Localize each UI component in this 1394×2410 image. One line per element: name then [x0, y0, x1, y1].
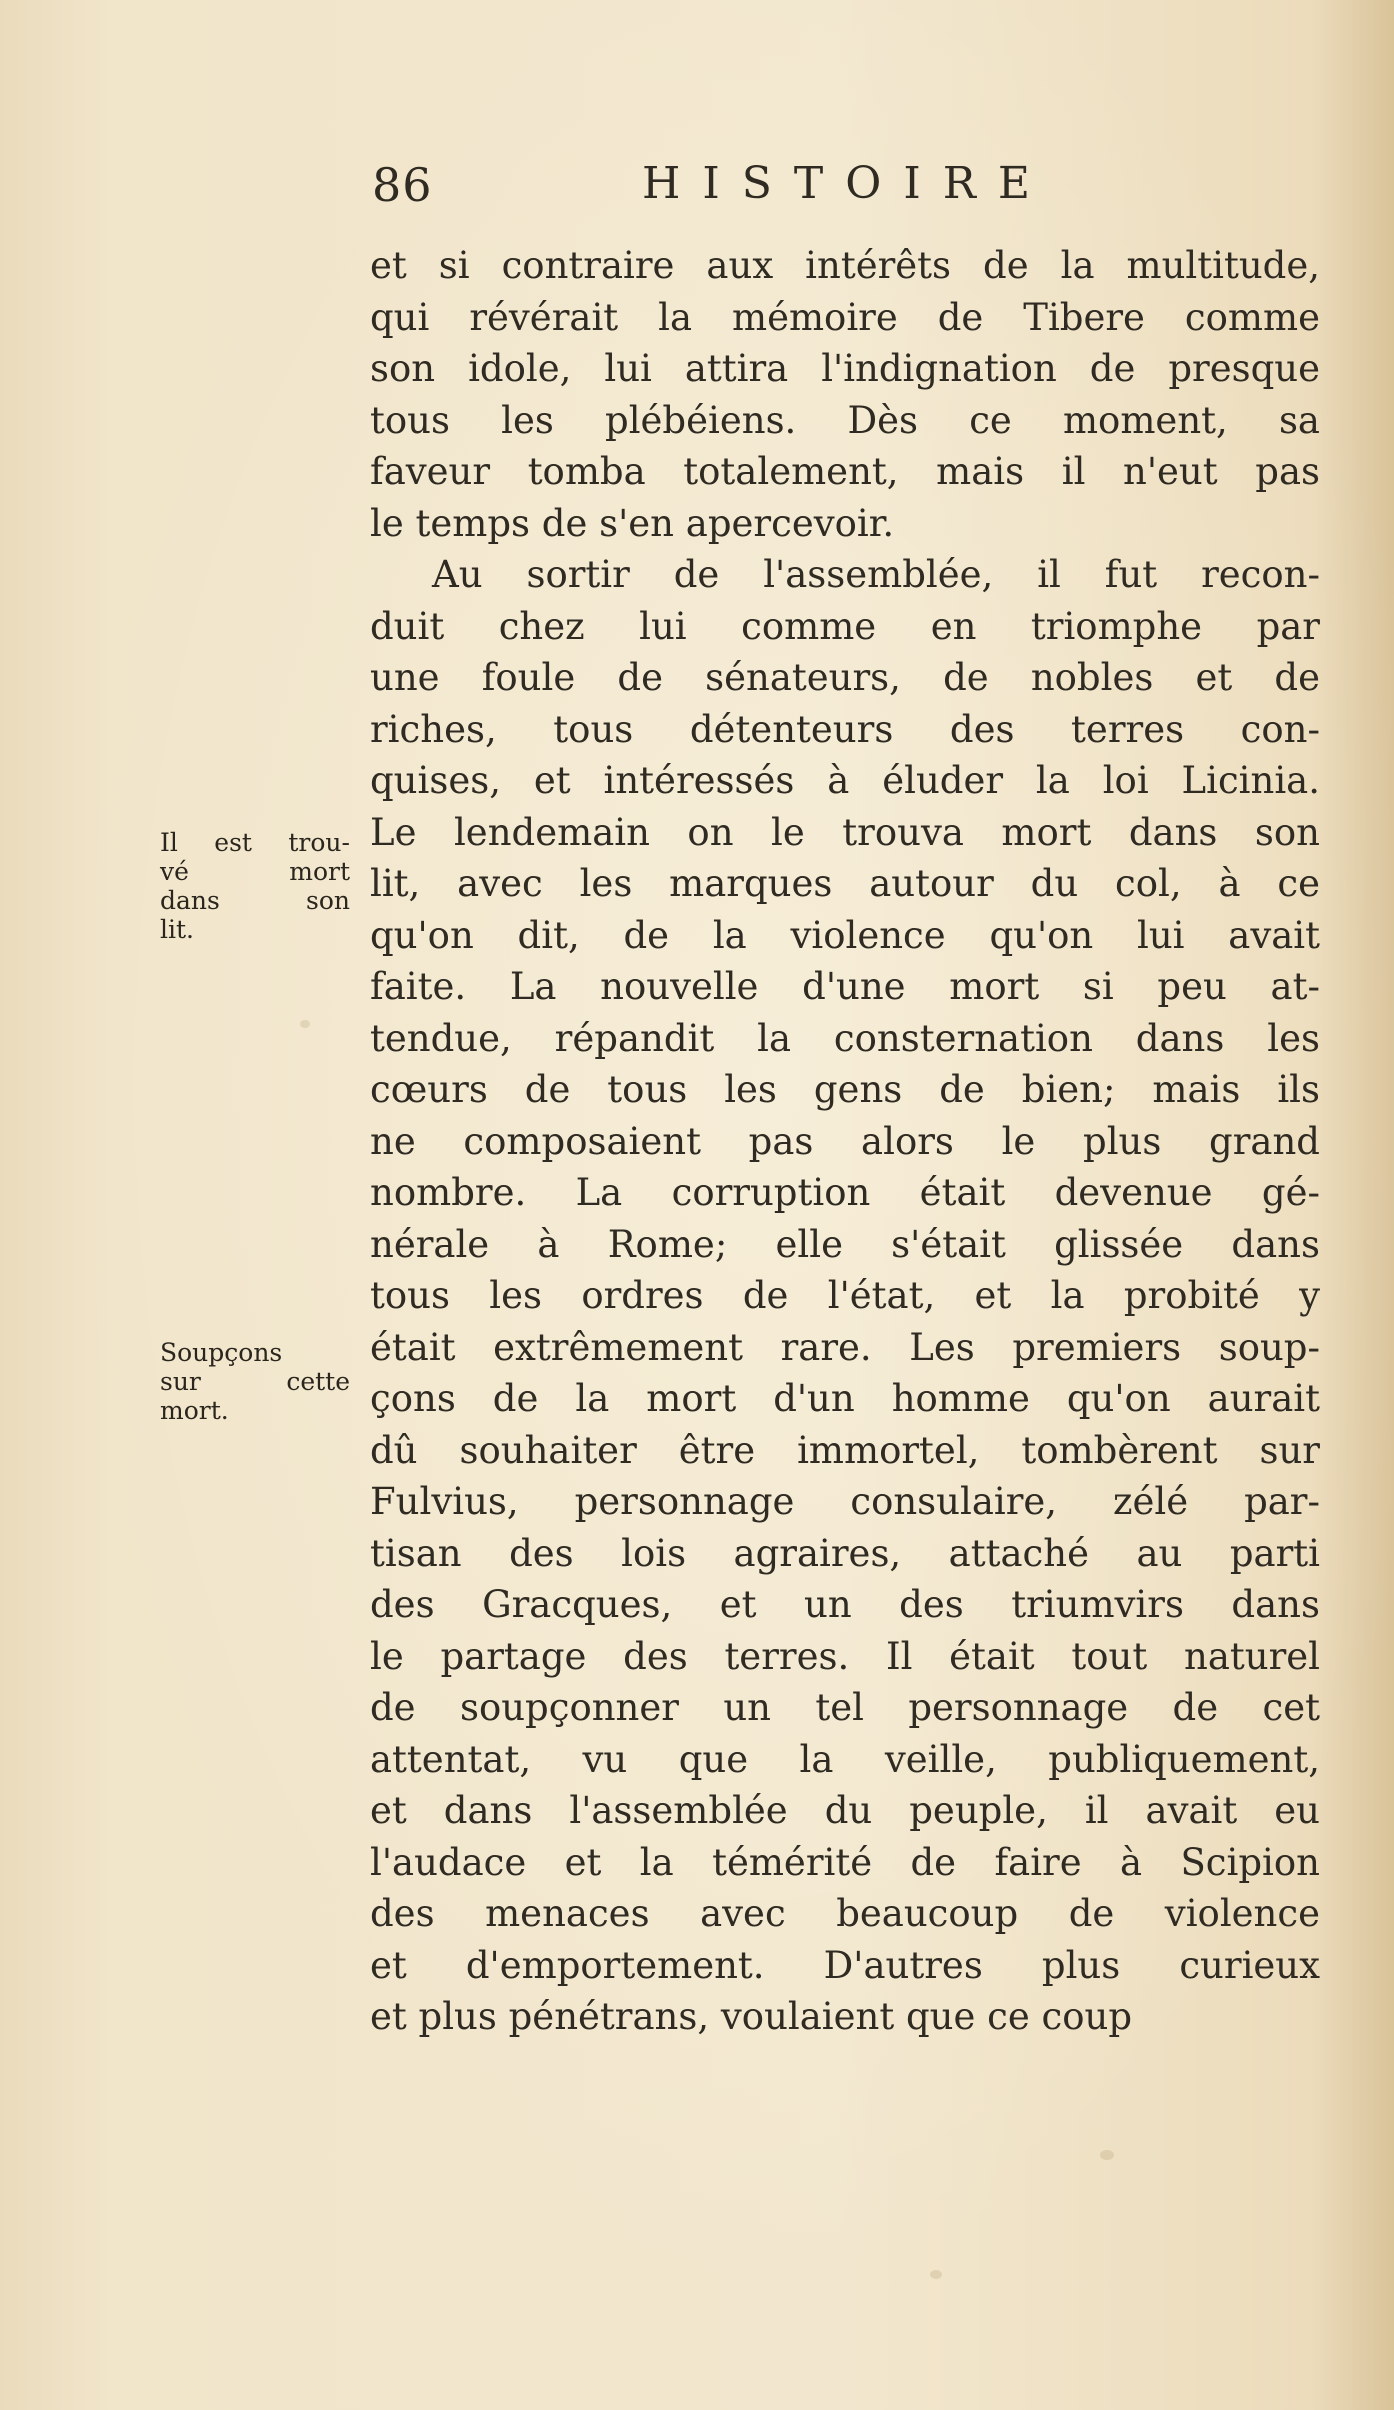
- margin-note-death: [160, 828, 350, 944]
- margin-note-line: mort.: [160, 1396, 229, 1425]
- text-line: tous les ordres de l'état, et la probité y: [370, 1274, 1320, 1317]
- text-line: çons de la mort d'un homme qu'on aurait: [370, 1377, 1320, 1420]
- text-line: nombre. La corruption était devenue gé-: [370, 1171, 1320, 1214]
- text-line: une foule de sénateurs, de nobles et de: [370, 656, 1320, 699]
- paragraph: [370, 549, 1320, 2043]
- text-line: et si contraire aux intérêts de la multitude,: [370, 244, 1320, 287]
- margin-note-line: Soupçons: [160, 1338, 283, 1367]
- text-line: et plus pénétrans, voulaient que ce coup: [370, 1995, 1133, 2038]
- text-line: le temps de s'en apercevoir.: [370, 501, 895, 545]
- text-line: qui révérait la mémoire de Tibere comme: [370, 295, 1320, 339]
- text-line: Le lendemain on le trouva mort dans son: [370, 810, 1320, 854]
- margin-note-line: sur cette: [160, 1367, 350, 1396]
- text-line: était extrêmement rare. Les premiers soup-: [370, 1325, 1320, 1369]
- text-line: son idole, lui attira l'indignation de presque: [370, 347, 1320, 390]
- text-line: le partage des terres. Il était tout naturel: [370, 1634, 1320, 1678]
- text-line: riches, tous détenteurs des terres con-: [370, 707, 1320, 751]
- text-line: dû souhaiter être immortel, tombèrent sur: [370, 1428, 1320, 1472]
- text-line: Au sortir de l'assemblée, il fut recon-: [432, 553, 1320, 596]
- text-line: quises, et intéressés à éluder la loi Licinia.: [370, 759, 1320, 802]
- text-line: tous les plébéiens. Dès ce moment, sa: [370, 398, 1320, 442]
- paper-stain: [300, 1020, 310, 1028]
- body-text: [370, 240, 1320, 2043]
- text-line: et d'emportement. D'autres plus curieux: [370, 1943, 1320, 1987]
- text-line: des Gracques, et un des triumvirs dans: [370, 1583, 1320, 1626]
- margin-note-line: dans son: [160, 886, 350, 915]
- margin-note-suspicions: [160, 1338, 350, 1425]
- text-line: attentat, vu que la veille, publiquement,: [370, 1737, 1320, 1781]
- text-line: qu'on dit, de la violence qu'on lui avait: [370, 913, 1320, 957]
- text-line: faite. La nouvelle d'une mort si peu at-: [370, 965, 1320, 1008]
- text-line: tendue, répandit la consternation dans les: [370, 1016, 1320, 1060]
- page-number: 86: [372, 158, 433, 212]
- paper-stain: [930, 2270, 942, 2279]
- running-title: HISTOIRE: [642, 158, 1052, 209]
- text-line: duit chez lui comme en triomphe par: [370, 604, 1320, 648]
- text-line: ne composaient pas alors le plus grand: [370, 1119, 1320, 1163]
- text-line: et dans l'assemblée du peuple, il avait eu: [370, 1789, 1320, 1832]
- page-header: [372, 158, 1332, 228]
- margin-note-line: lit.: [160, 915, 194, 944]
- text-line: tisan des lois agraires, attaché au parti: [370, 1531, 1320, 1575]
- text-line: de soupçonner un tel personnage de cet: [370, 1686, 1320, 1729]
- paper-stain: [1100, 2150, 1114, 2160]
- margin-note-line: Il est trou-: [160, 828, 350, 857]
- text-line: Fulvius, personnage consulaire, zélé par-: [370, 1480, 1320, 1523]
- margin-note-line: vé mort: [160, 857, 350, 886]
- text-line: faveur tomba totalement, mais il n'eut pas: [370, 450, 1320, 493]
- text-line: cœurs de tous les gens de bien; mais ils: [370, 1068, 1320, 1111]
- text-line: nérale à Rome; elle s'était glissée dans: [370, 1222, 1320, 1266]
- text-line: lit, avec les marques autour du col, à ce: [370, 862, 1320, 905]
- paragraph: [370, 240, 1320, 549]
- text-line: l'audace et la témérité de faire à Scipion: [370, 1840, 1320, 1884]
- text-line: des menaces avec beaucoup de violence: [370, 1892, 1320, 1935]
